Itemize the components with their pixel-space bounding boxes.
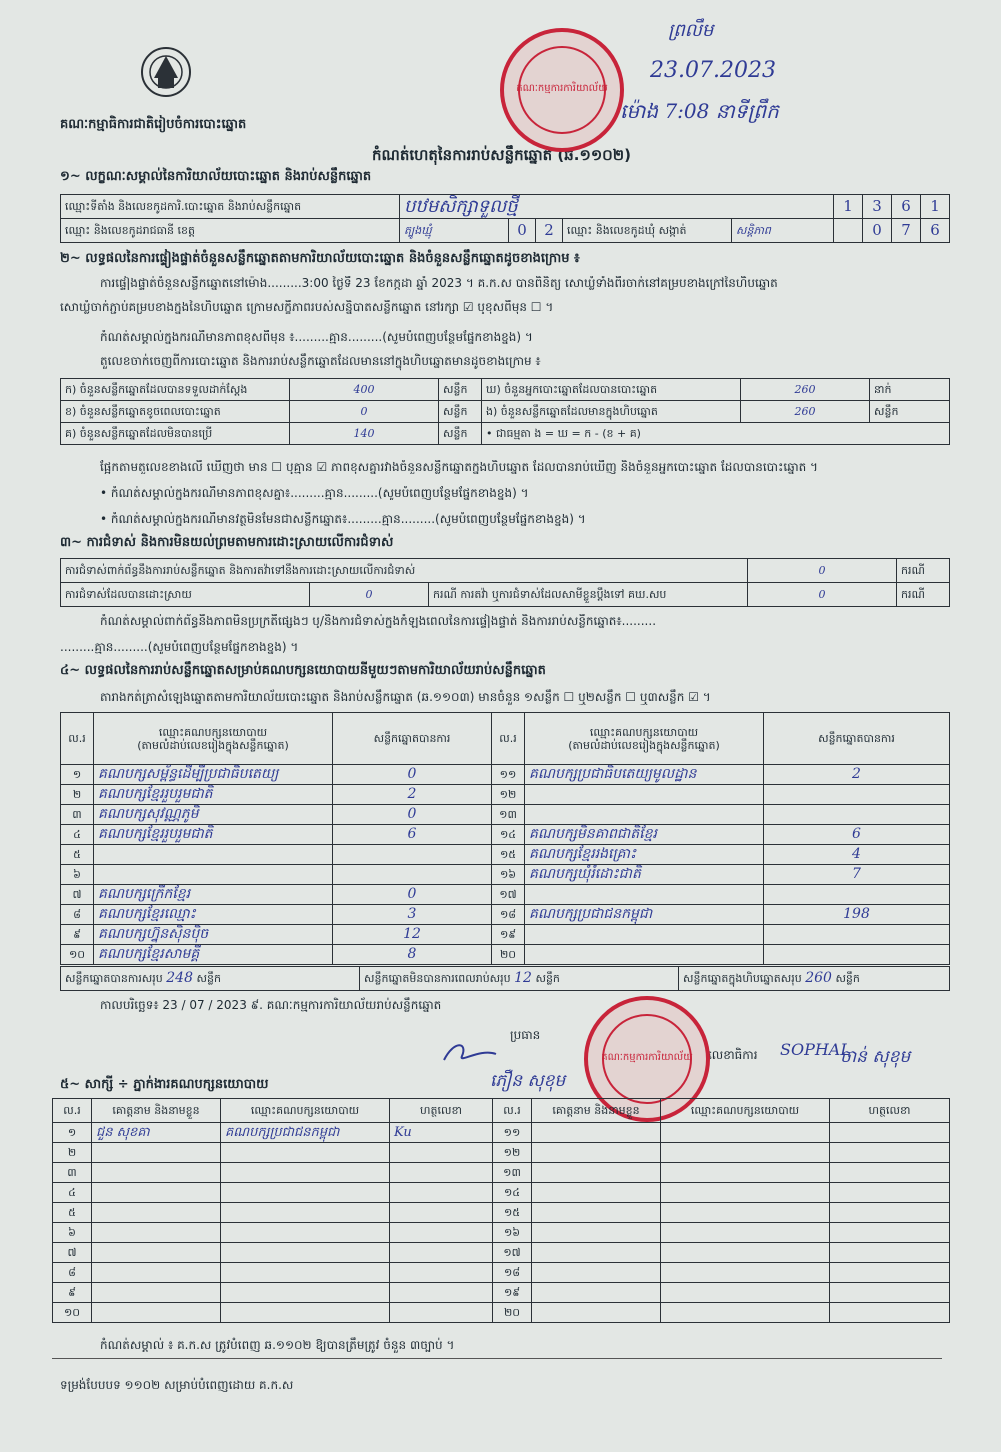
witness-signature xyxy=(390,1303,493,1323)
witness-name xyxy=(92,1203,221,1223)
col-no-right: ល.រ xyxy=(492,713,525,765)
witness-row xyxy=(53,1283,950,1303)
witness-name xyxy=(92,1163,221,1183)
commune-label: ឈ្មោះ និងលេខកូដឃុំ សង្កាត់ xyxy=(563,219,732,243)
witness-no: ៧ xyxy=(53,1243,92,1263)
result-party xyxy=(525,945,764,965)
result-votes xyxy=(764,785,950,805)
witness-party xyxy=(661,1303,830,1323)
witness-no: ៥ xyxy=(53,1203,92,1223)
witness-signature xyxy=(830,1143,950,1163)
form-title: កំណត់ហេតុនៃការរាប់សន្លឹកឆ្នោត (ឆ.១១០២) xyxy=(372,146,632,164)
witness-no: ៦ xyxy=(53,1223,92,1243)
secretary-label: លេខាធិការ xyxy=(708,1048,758,1062)
footer-divider xyxy=(52,1358,942,1359)
witness-no: ៤ xyxy=(53,1183,92,1203)
totals-table xyxy=(60,966,950,991)
result-no: ១៨ xyxy=(492,905,525,925)
witness-row xyxy=(53,1143,950,1163)
form-code: ទម្រង់បែបបទ ១១០២ សម្រាប់បំពេញដោយ គ.ក.ស xyxy=(60,1378,294,1392)
location-code-digit: 3 xyxy=(863,195,892,219)
section3-note: កំណត់សម្គាល់ពាក់ព័ន្ធនឹងភាពមិនប្រក្រតីផ្សេងៗ ឬ/និងការជំទាស់ក្នុងកំឡុងពេលនៃការផ្ទៀងផ្ទាត់ និងការរាប់សន្លឹកឆ្នោត៖......... xyxy=(100,614,657,628)
k-value: 400 xyxy=(290,379,439,401)
witness-name: ជួន សុខគា xyxy=(92,1123,221,1143)
section4-intro: តារាងកត់ត្រាសំឡេងឆ្នោតតាមការិយាល័យបោះឆ្នោត និងរាប់សន្លឹកឆ្នោត (ឆ.១១០៣) មានចំនួន ១សន្លឹក ☐ ឬ២សន្លឹក ☐ ឬ៣សន្លឹក ☑ ។ xyxy=(100,690,711,704)
section2-line1: ការផ្ទៀងផ្ទាត់ចំនួនសន្លឹកឆ្នោតនៅម៉ោង.........3:00 ថ្ងៃទី 23 ខែកក្កដា ឆ្នាំ 2023 ។ គ.ក.ស បានពិនិត្យ សោឃ្លុំទាំងពីរចាក់នៅគម្របខាងក្រៅនៃហិបឆ្នោត xyxy=(100,276,778,290)
commune-code-digit: 0 xyxy=(863,219,892,243)
date-line: កាលបរិច្ឆេទ៖ 23 / 07 / 2023 ៩. គណៈកម្មការការិយាល័យរាប់សន្លឹកឆ្នោត xyxy=(100,998,442,1012)
objection-resolved-value: 0 xyxy=(310,583,429,607)
w-col-party: ឈ្មោះគណបក្សនយោបាយ xyxy=(221,1099,390,1123)
g-value: 140 xyxy=(290,423,439,445)
witness-signature: Ku xyxy=(390,1123,493,1143)
result-no: ៧ xyxy=(61,885,94,905)
result-row xyxy=(61,845,950,865)
result-no: ២ xyxy=(61,785,94,805)
kh-unit: សន្លឹក xyxy=(439,401,482,423)
w-col-sign: ហត្ថលេខា xyxy=(390,1099,493,1123)
result-party: គណបក្សហ្វ៊ុនស៊ិនប៉ិច xyxy=(94,925,333,945)
section4-title: ៤~ លទ្ធផលនៃការរាប់សន្លឹកឆ្នោតសម្រាប់គណបក្សនយោបាយនីមួយៗតាមការិយាល័យរាប់សន្លឹកឆ្នោត xyxy=(60,663,546,678)
result-votes: 198 xyxy=(764,905,950,925)
objection-row1-unit: ករណី xyxy=(897,559,950,583)
witness-no: ១៦ xyxy=(493,1223,532,1243)
witness-party xyxy=(221,1163,390,1183)
result-votes: 2 xyxy=(333,785,492,805)
witness-name xyxy=(532,1243,661,1263)
province-label: ឈ្មោះ និងលេខកូដរាជធានី ខេត្ត xyxy=(61,219,400,243)
handwritten-date: 23.07.2023 xyxy=(650,58,776,83)
witness-no: ១៤ xyxy=(493,1183,532,1203)
witness-name xyxy=(532,1163,661,1183)
org-label: គណៈកម្មាធិការជាតិរៀបចំការបោះឆ្នោត xyxy=(60,117,247,132)
secretary-signature: SOPHAL xyxy=(780,1040,851,1059)
result-no: ១៦ xyxy=(492,865,525,885)
witness-party xyxy=(661,1143,830,1163)
result-no: ៤ xyxy=(61,825,94,845)
g-label: គ) ចំនួនសន្លឹកឆ្នោតដែលមិនបានប្រើ xyxy=(61,423,290,445)
witness-name xyxy=(532,1223,661,1243)
objection-resolved-unit-and-appeal-label: ករណី ការតវ៉ា ឬការជំទាស់ដែលសាមីខ្លួនប្តឹងទៅ គឃ.សប xyxy=(429,583,748,607)
result-no: ១៧ xyxy=(492,885,525,905)
chair-signature xyxy=(440,1038,500,1068)
witness-name xyxy=(92,1243,221,1263)
witness-signature xyxy=(830,1303,950,1323)
result-votes xyxy=(764,885,950,905)
kh-label: ខ) ចំនួនសន្លឹកឆ្នោតខូចពេលបោះឆ្នោត xyxy=(61,401,290,423)
witness-row xyxy=(53,1163,950,1183)
result-party xyxy=(525,885,764,905)
witness-name xyxy=(532,1183,661,1203)
ng-value: 260 xyxy=(741,401,870,423)
nec-logo xyxy=(138,42,194,104)
location-value: បឋមសិក្សាទួលថ្មី xyxy=(400,195,834,219)
section2-line3: តួលេខចាក់ចេញពីការបោះឆ្នោត និងការរាប់សន្លឹកឆ្នោតដែលមាននៅក្នុងហិបឆ្នោតមានដូចខាងក្រោម ៖ xyxy=(100,354,541,368)
col-votes-right: សន្លឹកឆ្នោតបានការ xyxy=(764,713,950,765)
witness-signature xyxy=(390,1203,493,1223)
ng-label: ង) ចំនួនសន្លឹកឆ្នោតដែលមានក្នុងហិបឆ្នោត xyxy=(482,401,741,423)
col-party-right: ឈ្មោះគណបក្សនយោបាយ (តាមលំដាប់លេខរៀងក្នុងសន្លឹកឆ្នោត) xyxy=(525,713,764,765)
witness-signature xyxy=(830,1203,950,1223)
witness-no: ៩ xyxy=(53,1283,92,1303)
witness-no: ១៨ xyxy=(493,1263,532,1283)
section1-title: ១~ លក្ខណៈសម្គាល់នៃការិយាល័យបោះឆ្នោត និងរាប់សន្លឹកឆ្នោត xyxy=(60,169,372,184)
gh-value: 260 xyxy=(741,379,870,401)
province-code-digit: 0 xyxy=(509,219,536,243)
result-row xyxy=(61,765,950,785)
result-party: គណបក្សខ្មែរសាមគ្គី xyxy=(94,945,333,965)
result-votes: 0 xyxy=(333,885,492,905)
result-no: ៥ xyxy=(61,845,94,865)
result-no: ៦ xyxy=(61,865,94,885)
appeal-value: 0 xyxy=(748,583,897,607)
results-table xyxy=(60,712,950,965)
location-code-digit: 6 xyxy=(892,195,921,219)
result-party: គណបក្សសម្ព័ន្ធដើម្បីប្រជាធិបតេយ្យ xyxy=(94,765,333,785)
total-invalid: សន្លឹកឆ្នោតមិនបានការពេលរាប់សរុប 12 សន្លឹក xyxy=(360,967,679,991)
section2-note1: កំណត់សម្គាល់ក្នុងករណីមានភាពខុសពីមុន ៖.........គ្មាន.........(សូមបំពេញបន្ថែមផ្នែកខាងខ្នង) ។ xyxy=(100,330,533,344)
witness-signature xyxy=(390,1283,493,1303)
result-votes: 12 xyxy=(333,925,492,945)
witness-signature xyxy=(390,1183,493,1203)
witness-signature xyxy=(830,1223,950,1243)
col-party: ឈ្មោះគណបក្សនយោបាយ (តាមលំដាប់លេខរៀងក្នុងសន្លឹកឆ្នោត) xyxy=(94,713,333,765)
result-party xyxy=(525,805,764,825)
handwritten-top: ព្រលឹម xyxy=(668,20,714,41)
witness-name xyxy=(532,1263,661,1283)
province-value: ត្បូងឃ្មុំ xyxy=(400,219,509,243)
k-label: ក) ចំនួនសន្លឹកឆ្នោតដែលបានទទួលដាក់ស្តែង xyxy=(61,379,290,401)
witness-no: ១៥ xyxy=(493,1203,532,1223)
witness-row xyxy=(53,1183,950,1203)
result-row xyxy=(61,805,950,825)
result-votes xyxy=(764,945,950,965)
result-party: គណបក្សខ្មែររងគ្រោះ xyxy=(525,845,764,865)
witness-party: គណបក្សប្រជាជនកម្ពុជា xyxy=(221,1123,390,1143)
section2-title: ២~ លទ្ធផលនៃការផ្ទៀងផ្ទាត់ចំនួនសន្លឹកឆ្នោតតាមការិយាល័យបោះឆ្នោត និងចំនួនសន្លឹកឆ្នោតដូចខាងក្រោម ៖ xyxy=(60,251,580,266)
w-col-no: ល.រ xyxy=(53,1099,92,1123)
witness-name xyxy=(532,1283,661,1303)
result-no: ១១ xyxy=(492,765,525,785)
witness-no: ១៣ xyxy=(493,1163,532,1183)
result-party xyxy=(525,785,764,805)
result-votes: 0 xyxy=(333,765,492,785)
witness-party xyxy=(221,1143,390,1163)
province-code-digit: 2 xyxy=(536,219,563,243)
section5-title: ៥~ សាក្សី ÷ ភ្នាក់ងារគណបក្សនយោបាយ xyxy=(60,1077,269,1092)
witness-party xyxy=(661,1123,830,1143)
witness-party xyxy=(221,1203,390,1223)
witness-no: ១១ xyxy=(493,1123,532,1143)
result-no: ១ xyxy=(61,765,94,785)
formula: • ជាធម្មតា ង = ឃ = ក - (ខ + គ) xyxy=(482,423,950,445)
col-votes: សន្លឹកឆ្នោតបានការ xyxy=(333,713,492,765)
result-no: ៩ xyxy=(61,925,94,945)
witness-signature xyxy=(830,1163,950,1183)
result-no: ១៣ xyxy=(492,805,525,825)
result-party: គណបក្សខ្មែររួបរួមជាតិ xyxy=(94,825,333,845)
col-no: ល.រ xyxy=(61,713,94,765)
result-row xyxy=(61,885,950,905)
commune-code-digit: 6 xyxy=(921,219,950,243)
footer-note: កំណត់សម្គាល់ ៖ គ.ក.ស ត្រូវបំពេញ ឆ.១១០២ ឱ្យបានត្រឹមត្រូវ ចំនួន ៣ច្បាប់ ។ xyxy=(100,1338,455,1352)
witness-party xyxy=(661,1183,830,1203)
result-row xyxy=(61,945,950,965)
official-stamp-top: គណៈកម្មការការិយាល័យ xyxy=(500,28,624,152)
commune-value: សន្តិភាព xyxy=(732,219,834,243)
discrepancy-check: ផ្អែកតាមតួលេខខាងលើ ឃើញថា មាន ☐ ឬគ្មាន ☑ ភាពខុសគ្នារវាងចំនួនសន្លឹកឆ្នោតក្នុងហិបឆ្នោត ដែលបានរាប់ឃើញ និងចំនួនអ្នកបោះឆ្នោត ដែលបានបោះឆ្នោត ។ xyxy=(100,460,818,474)
result-party xyxy=(525,925,764,945)
witness-signature xyxy=(830,1243,950,1263)
section1-table xyxy=(60,194,950,243)
witness-party xyxy=(221,1223,390,1243)
result-party: គណបក្សខ្មែររួបរួមជាតិ xyxy=(94,785,333,805)
witness-row xyxy=(53,1203,950,1223)
witness-name xyxy=(532,1143,661,1163)
result-row xyxy=(61,925,950,945)
result-votes xyxy=(764,925,950,945)
discrepancy-note: • កំណត់សម្គាល់ក្នុងករណីមានភាពខុសគ្នា៖.........គ្មាន.........(សូមបំពេញបន្ថែមផ្នែកខាងខ្នង) ។ xyxy=(100,486,529,500)
witness-name xyxy=(532,1303,661,1323)
result-party: គណបក្សក្រើកខ្មែរ xyxy=(94,885,333,905)
w-col-name: គោត្តនាម និងនាមខ្លួន xyxy=(92,1099,221,1123)
witness-row xyxy=(53,1303,950,1323)
witness-party xyxy=(221,1283,390,1303)
witness-no: ៣ xyxy=(53,1163,92,1183)
witness-name xyxy=(92,1183,221,1203)
foreign-object-note: • កំណត់សម្គាល់ក្នុងករណីមានវត្ថុមិនមែនជាសន្លឹកឆ្នោត៖.........គ្មាន.........(សូមបំពេញបន្ថែមផ្នែកខាងខ្នង) ។ xyxy=(100,512,586,526)
chair-label: ប្រធាន xyxy=(510,1028,541,1042)
w-col-party-right: ឈ្មោះគណបក្សនយោបាយ xyxy=(661,1099,830,1123)
result-party: គណបក្សខ្មែរឈ្មោះ xyxy=(94,905,333,925)
witness-party xyxy=(661,1163,830,1183)
witness-row xyxy=(53,1123,950,1143)
witness-signature xyxy=(390,1163,493,1183)
ballot-count-table xyxy=(60,378,950,445)
witness-party xyxy=(221,1263,390,1283)
w-col-no-right: ល.រ xyxy=(493,1099,532,1123)
location-code-digit: 1 xyxy=(834,195,863,219)
witness-party xyxy=(221,1243,390,1263)
commune-code-digit: 7 xyxy=(892,219,921,243)
result-no: ៣ xyxy=(61,805,94,825)
result-row xyxy=(61,865,950,885)
witness-party xyxy=(661,1263,830,1283)
witness-no: ១០ xyxy=(53,1303,92,1323)
witness-no: ១ xyxy=(53,1123,92,1143)
result-no: ១០ xyxy=(61,945,94,965)
witness-no: ២ xyxy=(53,1143,92,1163)
section2-line2: សោឃ្លុំចាក់ភ្ជាប់គម្របខាងក្នុងនៃហិបឆ្នោត ក្រោមសក្ខីភាពរបស់សន្និបាតសន្លឹកឆ្នោត នៅរក្សា ☑ ឬខុសពីមុន ☐ ។ xyxy=(60,300,554,314)
gh-unit: នាក់ xyxy=(870,379,950,401)
objection-row1-label: ការជំទាស់ពាក់ព័ន្ធនឹងការរាប់សន្លឹកឆ្នោត និងការតវ៉ាទៅនឹងការដោះស្រាយលើការជំទាស់ xyxy=(61,559,748,583)
result-row xyxy=(61,905,950,925)
objections-table xyxy=(60,558,950,607)
official-stamp-bottom: គណៈកម្មការការិយាល័យ xyxy=(584,996,710,1122)
witness-signature xyxy=(830,1283,950,1303)
result-no: ១៩ xyxy=(492,925,525,945)
location-code-digit: 1 xyxy=(921,195,950,219)
result-votes xyxy=(333,865,492,885)
result-party xyxy=(94,845,333,865)
witness-no: ១២ xyxy=(493,1143,532,1163)
witness-signature xyxy=(390,1243,493,1263)
result-votes: 4 xyxy=(764,845,950,865)
witness-name xyxy=(92,1143,221,1163)
location-label: ឈ្មោះទីតាំង និងលេខកូដការិ.បោះឆ្នោត និងរាប់សន្លឹកឆ្នោត xyxy=(61,195,400,219)
result-votes xyxy=(333,845,492,865)
witness-no: ៨ xyxy=(53,1263,92,1283)
result-row xyxy=(61,825,950,845)
result-votes: 8 xyxy=(333,945,492,965)
chair-name: ភឿន សុខុម xyxy=(490,1071,566,1091)
result-no: ៨ xyxy=(61,905,94,925)
witness-party xyxy=(661,1223,830,1243)
result-votes: 7 xyxy=(764,865,950,885)
handwritten-time: ម៉ោង 7:08 នាទីព្រឹក xyxy=(620,99,779,123)
witness-no: ១៩ xyxy=(493,1283,532,1303)
w-col-name-right: គោត្តនាម និងនាមខ្លួន xyxy=(532,1099,661,1123)
witness-party xyxy=(661,1203,830,1223)
witness-name xyxy=(532,1203,661,1223)
result-votes: 6 xyxy=(333,825,492,845)
witness-signature xyxy=(830,1123,950,1143)
objection-row1-value: 0 xyxy=(748,559,897,583)
witness-signature xyxy=(390,1263,493,1283)
witness-no: ១៧ xyxy=(493,1243,532,1263)
witness-no: ២០ xyxy=(493,1303,532,1323)
witness-name xyxy=(92,1223,221,1243)
result-votes: 6 xyxy=(764,825,950,845)
kh-value: 0 xyxy=(290,401,439,423)
witness-table xyxy=(52,1098,950,1323)
witness-row xyxy=(53,1223,950,1243)
result-votes: 2 xyxy=(764,765,950,785)
witness-party xyxy=(661,1283,830,1303)
result-party: គណបក្សមិនគាពជាតិខ្មែរ xyxy=(525,825,764,845)
secretary-name: ចាន់ សុខុម xyxy=(840,1047,911,1067)
result-party xyxy=(94,865,333,885)
g-unit: សន្លឹក xyxy=(439,423,482,445)
result-party: គណបក្សឃុំរំដោះជាតិ xyxy=(525,865,764,885)
result-no: ១៤ xyxy=(492,825,525,845)
witness-party xyxy=(661,1243,830,1263)
witness-row xyxy=(53,1263,950,1283)
witness-signature xyxy=(390,1223,493,1243)
appeal-unit: ករណី xyxy=(897,583,950,607)
result-row xyxy=(61,785,950,805)
w-col-sign-right: ហត្ថលេខា xyxy=(830,1099,950,1123)
result-no: ១៥ xyxy=(492,845,525,865)
witness-party xyxy=(221,1183,390,1203)
result-party: គណបក្សសុវណ្ណភូមិ xyxy=(94,805,333,825)
objection-resolved-label: ការជំទាស់ដែលបានដោះស្រាយ xyxy=(61,583,310,607)
result-no: ២០ xyxy=(492,945,525,965)
witness-name xyxy=(532,1123,661,1143)
result-votes: 3 xyxy=(333,905,492,925)
section3-note2: .........គ្មាន.........(សូមបំពេញបន្ថែមផ្នែកខាងខ្នង) ។ xyxy=(60,640,299,654)
witness-signature xyxy=(830,1183,950,1203)
witness-signature xyxy=(390,1143,493,1163)
result-party: គណបក្សប្រជាធិបតេយ្យមូលដ្ឋាន xyxy=(525,765,764,785)
total-valid: សន្លឹកឆ្នោតបានការសរុប 248 សន្លឹក xyxy=(61,967,360,991)
result-party: គណបក្សប្រជាជនកម្ពុជា xyxy=(525,905,764,925)
witness-name xyxy=(92,1263,221,1283)
gh-label: ឃ) ចំនួនអ្នកបោះឆ្នោតដែលបានបោះឆ្នោត xyxy=(482,379,741,401)
result-votes xyxy=(764,805,950,825)
witness-name xyxy=(92,1283,221,1303)
result-votes: 0 xyxy=(333,805,492,825)
ng-unit: សន្លឹក xyxy=(870,401,950,423)
witness-signature xyxy=(830,1263,950,1283)
section3-title: ៣~ ការជំទាស់ និងការមិនយល់ព្រមតាមការដោះស្រាយលើការជំទាស់ xyxy=(60,535,394,550)
witness-row xyxy=(53,1243,950,1263)
witness-party xyxy=(221,1303,390,1323)
witness-name xyxy=(92,1303,221,1323)
total-box: សន្លឹកឆ្នោតក្នុងហិបឆ្នោតសរុប 260 សន្លឹក xyxy=(679,967,950,991)
k-unit: សន្លឹក xyxy=(439,379,482,401)
result-no: ១២ xyxy=(492,785,525,805)
